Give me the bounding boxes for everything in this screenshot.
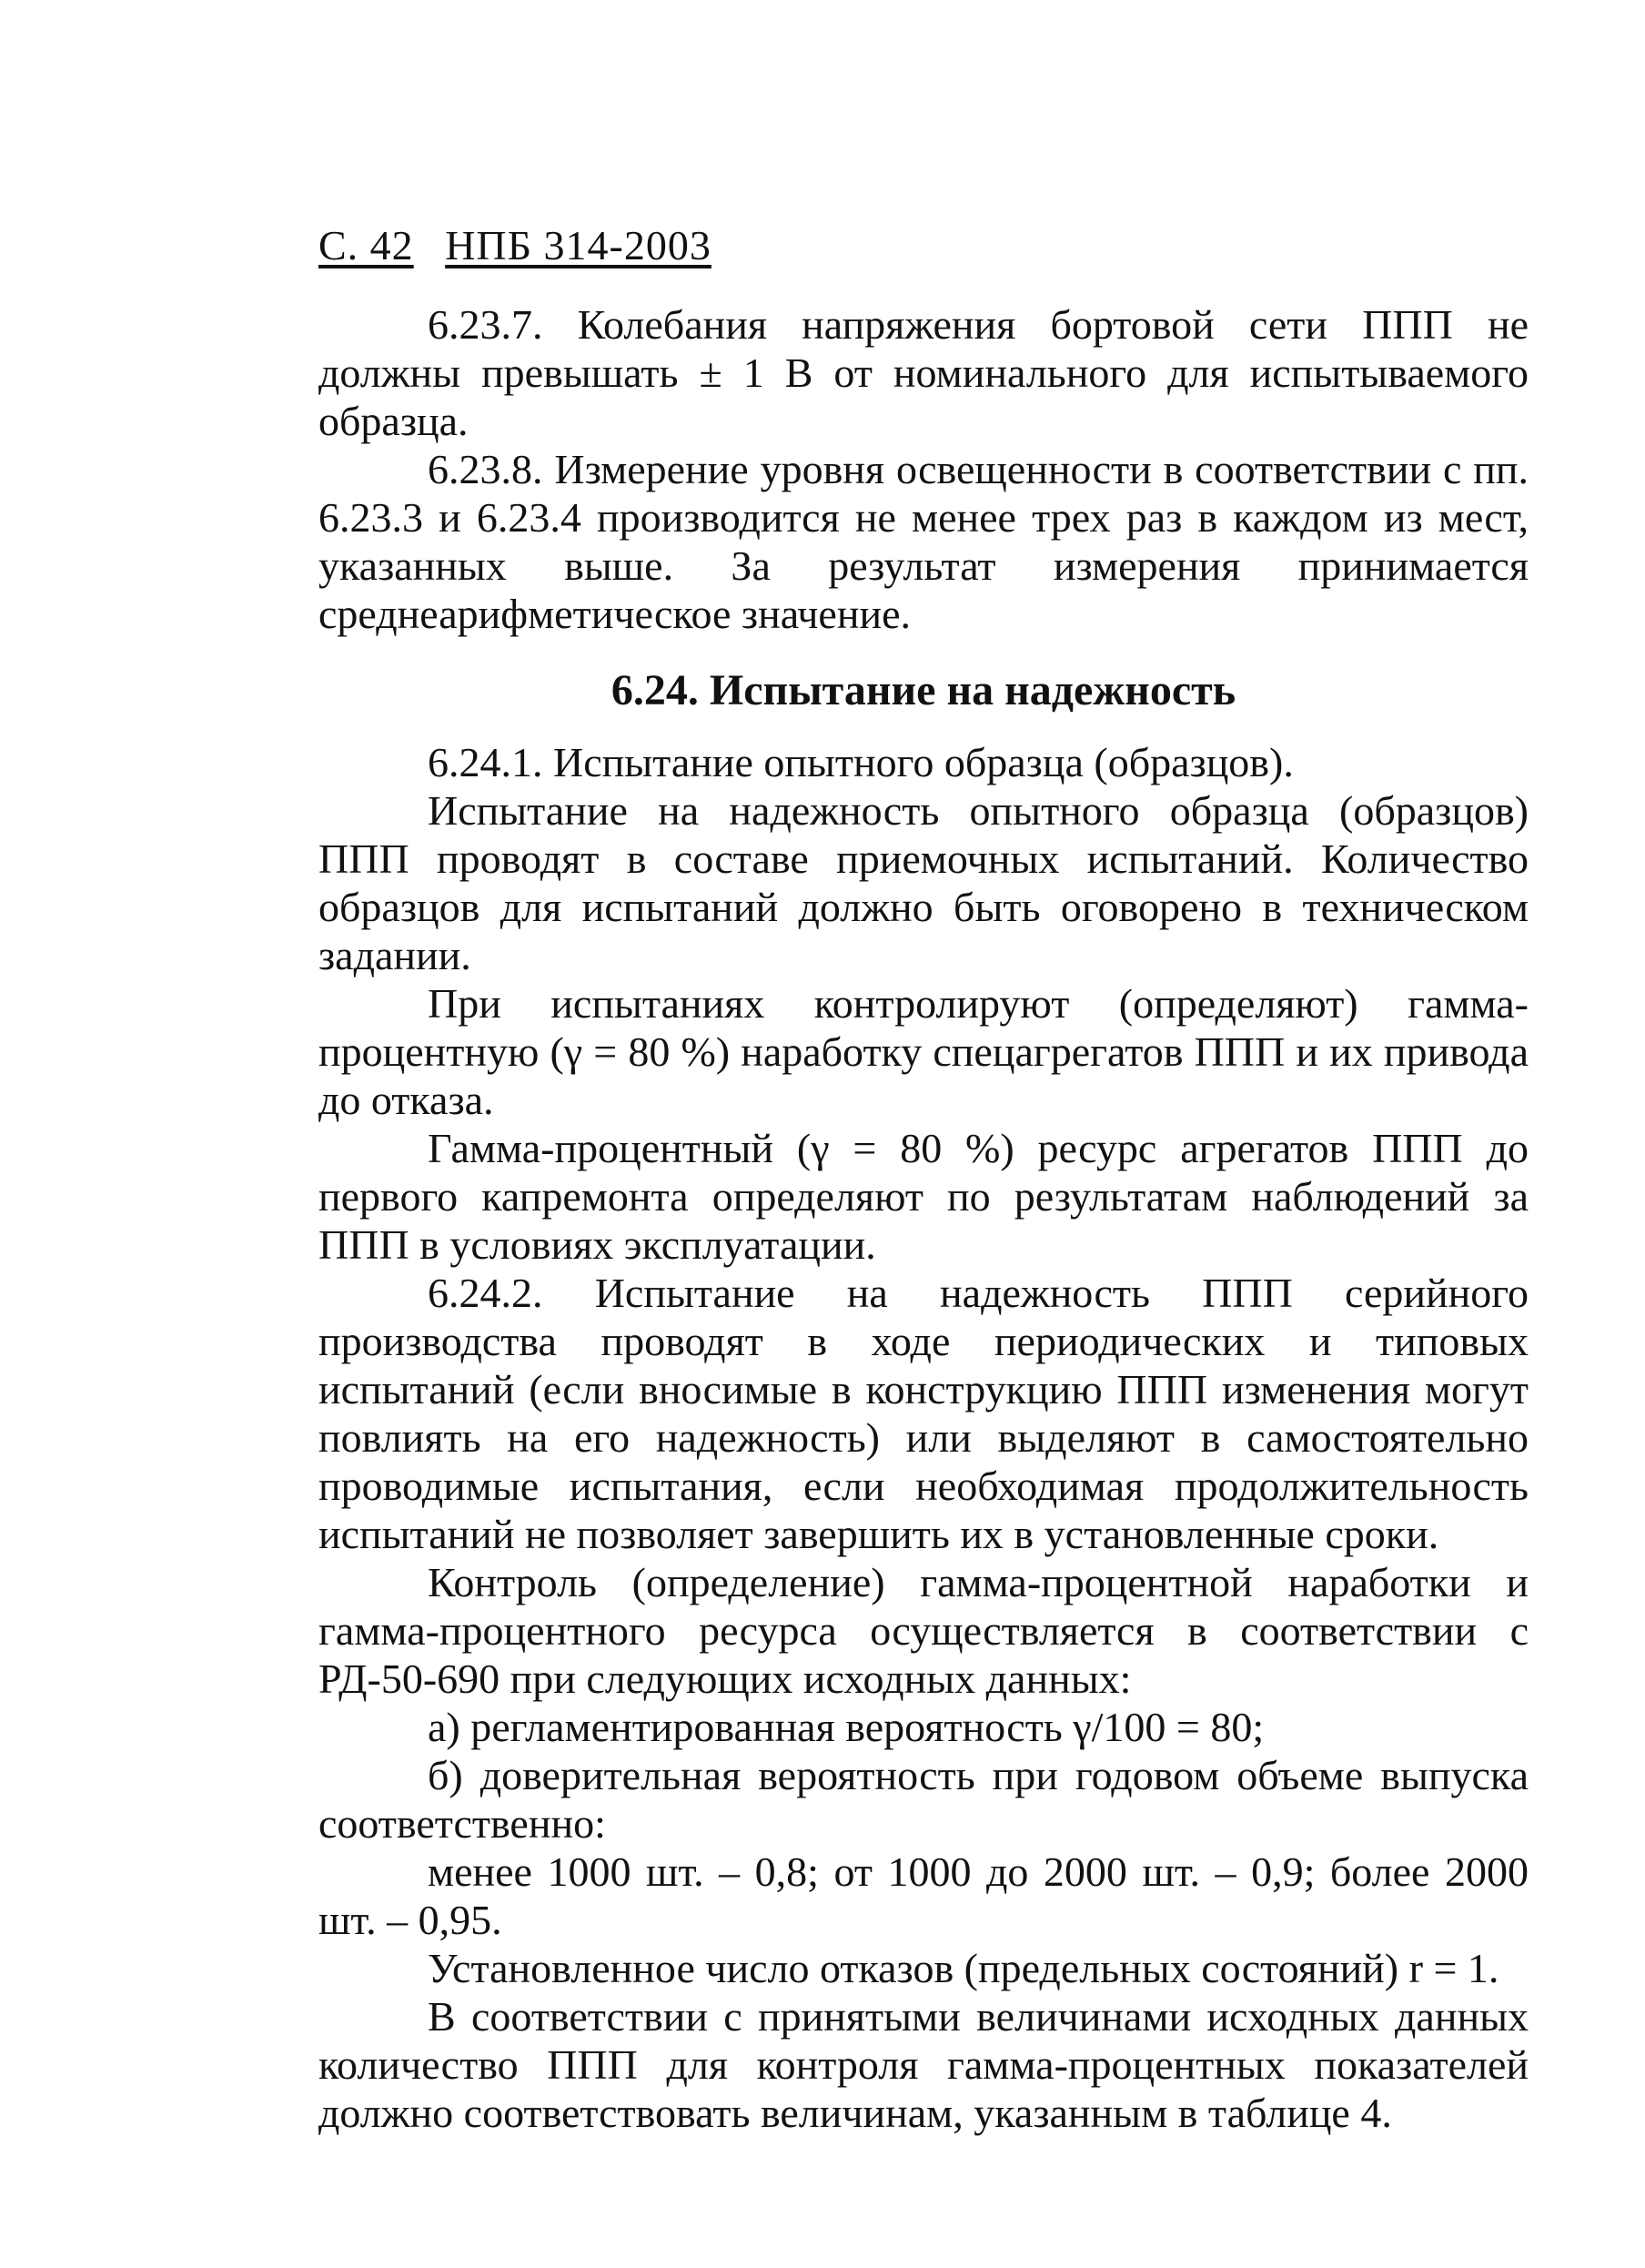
list-item-a: а) регламентированная вероятность γ/100 = 80;	[428, 1704, 1265, 1750]
paragraph-6-23-8: 6.23.8. Измерение уровня освещенности в соответствии с пп. 6.23.3 и 6.23.4 производится не менее трех раз в каждом из мест, указанных выше. За результат измерения принимается среднеарифметическое значение.	[318, 446, 1529, 637]
paragraph-failure-count: Установленное число отказов (предельных состояний) r = 1.	[428, 1945, 1499, 1991]
page-number: С. 42	[318, 222, 414, 268]
paragraph-gamma-resource: Гамма-процентный (γ = 80 %) ресурс агрегатов ППП до первого капремонта определяют по результатам наблюдений за ППП в условиях эксплуатации.	[318, 1125, 1529, 1268]
paragraph-confidence-values: менее 1000 шт. – 0,8; от 1000 до 2000 шт. – 0,9; более 2000 шт. – 0,95.	[318, 1848, 1529, 1943]
paragraph-6-24-2: 6.24.2. Испытание на надежность ППП серийного производства проводят в ходе периодических и типовых испытаний (если вносимые в конструкцию ППП изменения могут повлиять на его надежность) или выделяют в самостоятельно проводимые испытания, если необходимая продолжительность испытаний не позволяет завершить их в установленные сроки.	[318, 1270, 1529, 1557]
paragraph-table-reference: В соответствии с принятыми величинами исходных данных количество ППП для контроля гамма-процентных показателей должно соответствовать величинам, указанным в таблице 4.	[318, 1993, 1529, 2136]
paragraph-prototype-test: Испытание на надежность опытного образца (образцов) ППП проводят в составе приемочных испытаний. Количество образцов для испытаний должно быть оговорено в техническом задании.	[318, 787, 1529, 978]
document-id: НПБ 314-2003	[445, 222, 711, 268]
paragraph-6-23-7: 6.23.7. Колебания напряжения бортовой сети ППП не должны превышать ± 1 В от номинального для испытываемого образца.	[318, 301, 1529, 444]
document-page	[318, 218, 1529, 2137]
page-header	[318, 218, 1529, 273]
paragraph-gamma-operating-time: При испытаниях контролируют (определяют) гамма-процентную (γ = 80 %) наработку спецагрегатов ППП и их привода до отказа.	[318, 980, 1529, 1123]
paragraph-control-conditions: Контроль (определение) гамма-процентной наработки и гамма-процентного ресурса осуществляется в соответствии с РД-50-690 при следующих исходных данных:	[318, 1559, 1529, 1702]
list-item-b: б) доверительная вероятность при годовом объеме выпуска соответственно:	[318, 1752, 1529, 1847]
paragraph-6-24-1: 6.24.1. Испытание опытного образца (образцов).	[428, 739, 1294, 785]
section-title: 6.24. Испытание на надежность	[611, 666, 1236, 714]
